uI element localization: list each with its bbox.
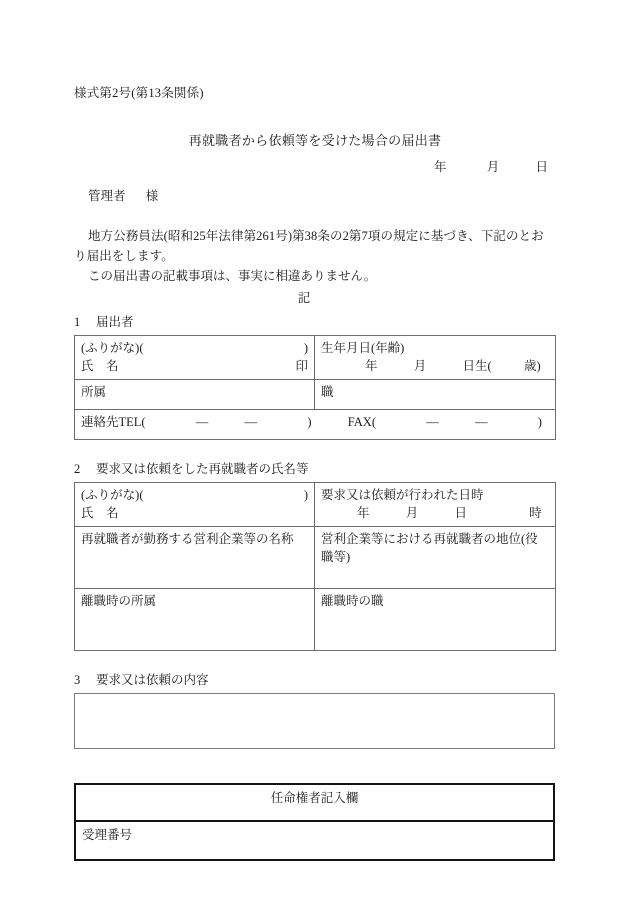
section3-heading <box>74 671 556 690</box>
former-affiliation-cell[interactable] <box>75 589 315 651</box>
birth-label: 生年月日(年齢) <box>321 341 405 355</box>
addressee-honorific: 様 <box>145 189 159 203</box>
applicant-table <box>74 335 556 440</box>
submission-date-line <box>74 158 556 177</box>
fax-close-paren: ) <box>537 415 542 430</box>
former-affiliation-label: 離職時の所属 <box>81 594 157 609</box>
reemployed-furigana-line <box>81 486 308 504</box>
affiliation-label: 所属 <box>81 385 107 400</box>
name-label: 氏 名 <box>81 506 119 521</box>
company-name-label: 再就職者が勤務する営利企業等の名称 <box>81 532 294 547</box>
section3-number: 3 <box>74 673 81 688</box>
reemployed-name-cell[interactable] <box>75 483 315 527</box>
tel-dash-2: — <box>244 415 258 430</box>
addressee-name: 管理者 <box>88 189 126 203</box>
request-month-label: 月 <box>405 506 419 521</box>
appointer-header-cell: 任命権者記入欄 <box>75 784 554 821</box>
receipt-number-label: 受理番号 <box>82 828 133 842</box>
former-post-cell[interactable] <box>315 589 556 651</box>
addressee-line <box>74 187 556 206</box>
post-label: 職 <box>321 385 334 400</box>
legal-basis-paragraph: 地方公務員法(昭和25年法律第261号)第38条の2第7項の規定に基づき、下記のとおり届出をします。 <box>74 228 544 263</box>
date-year-label: 年 <box>433 160 447 175</box>
table-row <box>75 784 554 821</box>
receipt-number-cell[interactable] <box>75 821 554 860</box>
date-month-label: 月 <box>486 160 500 175</box>
applicant-name-line <box>81 357 308 375</box>
table-row <box>75 336 556 380</box>
birth-day-label: 日生( <box>462 359 492 374</box>
date-day-label: 日 <box>535 160 548 175</box>
request-datetime-line <box>321 504 549 522</box>
tel-close-paren: ) <box>307 415 312 430</box>
fax-dash-1: — <box>426 415 439 430</box>
ki-marker: 記 <box>297 290 311 305</box>
document-title: 再就職者から依頼等を受けた場合の届出書 <box>188 132 442 148</box>
section1-heading <box>74 313 556 332</box>
section2-number: 2 <box>74 462 81 477</box>
birth-date-line <box>321 357 549 375</box>
furigana-close-paren: ) <box>303 488 308 502</box>
applicant-contact-cell[interactable] <box>75 410 556 440</box>
request-year-label: 年 <box>357 506 370 521</box>
applicant-birth-cell[interactable] <box>315 336 556 380</box>
section1-number: 1 <box>74 315 81 330</box>
company-position-label: 営利企業等における再就職者の地位(役職等) <box>321 532 538 565</box>
appointer-table <box>74 783 555 861</box>
fax-label: FAX( <box>347 415 376 430</box>
birth-month-label: 月 <box>413 359 427 374</box>
tel-dash-1: — <box>195 415 209 430</box>
applicant-name-cell[interactable] <box>75 336 315 380</box>
request-day-label: 日 <box>454 506 468 521</box>
reemployed-person-table <box>74 482 556 651</box>
table-row <box>75 380 556 410</box>
form-code: 様式第2号(第13条関係) <box>74 86 204 100</box>
birth-year-label: 年 <box>365 359 378 374</box>
section-gap-3 <box>74 749 556 783</box>
section3-title: 要求又は依頼の内容 <box>96 673 209 688</box>
section2-title: 要求又は依頼をした再就職者の氏名等 <box>96 462 309 477</box>
birth-age-label: 歳) <box>523 359 541 374</box>
section1-title: 届出者 <box>96 315 134 330</box>
table-row <box>75 410 556 440</box>
tel-label: 連絡先TEL( <box>81 415 146 430</box>
furigana-label: (ふりがな)( <box>81 341 144 355</box>
table-row <box>75 589 556 651</box>
former-post-label: 離職時の職 <box>321 594 384 609</box>
reemployed-name-line <box>81 504 308 522</box>
name-label: 氏 名 <box>81 359 119 374</box>
furigana-close-paren: ) <box>303 341 308 355</box>
company-position-cell[interactable] <box>315 527 556 589</box>
company-name-cell[interactable] <box>75 527 315 589</box>
seal-label: 印 <box>295 359 308 374</box>
applicant-post-cell[interactable] <box>315 380 556 410</box>
request-content-box[interactable] <box>74 693 555 749</box>
request-datetime-cell[interactable] <box>315 483 556 527</box>
request-hour-label: 時 <box>529 506 542 521</box>
fax-dash-2: — <box>475 415 488 430</box>
table-row <box>75 527 556 589</box>
applicant-furigana-line <box>81 339 308 357</box>
section2-heading <box>74 460 556 479</box>
section-gap-1 <box>74 440 556 460</box>
request-datetime-label: 要求又は依頼が行われた日時 <box>321 488 484 502</box>
table-row <box>75 483 556 527</box>
furigana-label: (ふりがな)( <box>81 488 144 502</box>
section-gap-2 <box>74 651 556 671</box>
applicant-affiliation-cell[interactable] <box>75 380 315 410</box>
truth-statement-paragraph: この届出書の記載事項は、事実に相違ありません。 <box>88 269 377 284</box>
table-row <box>75 821 554 860</box>
